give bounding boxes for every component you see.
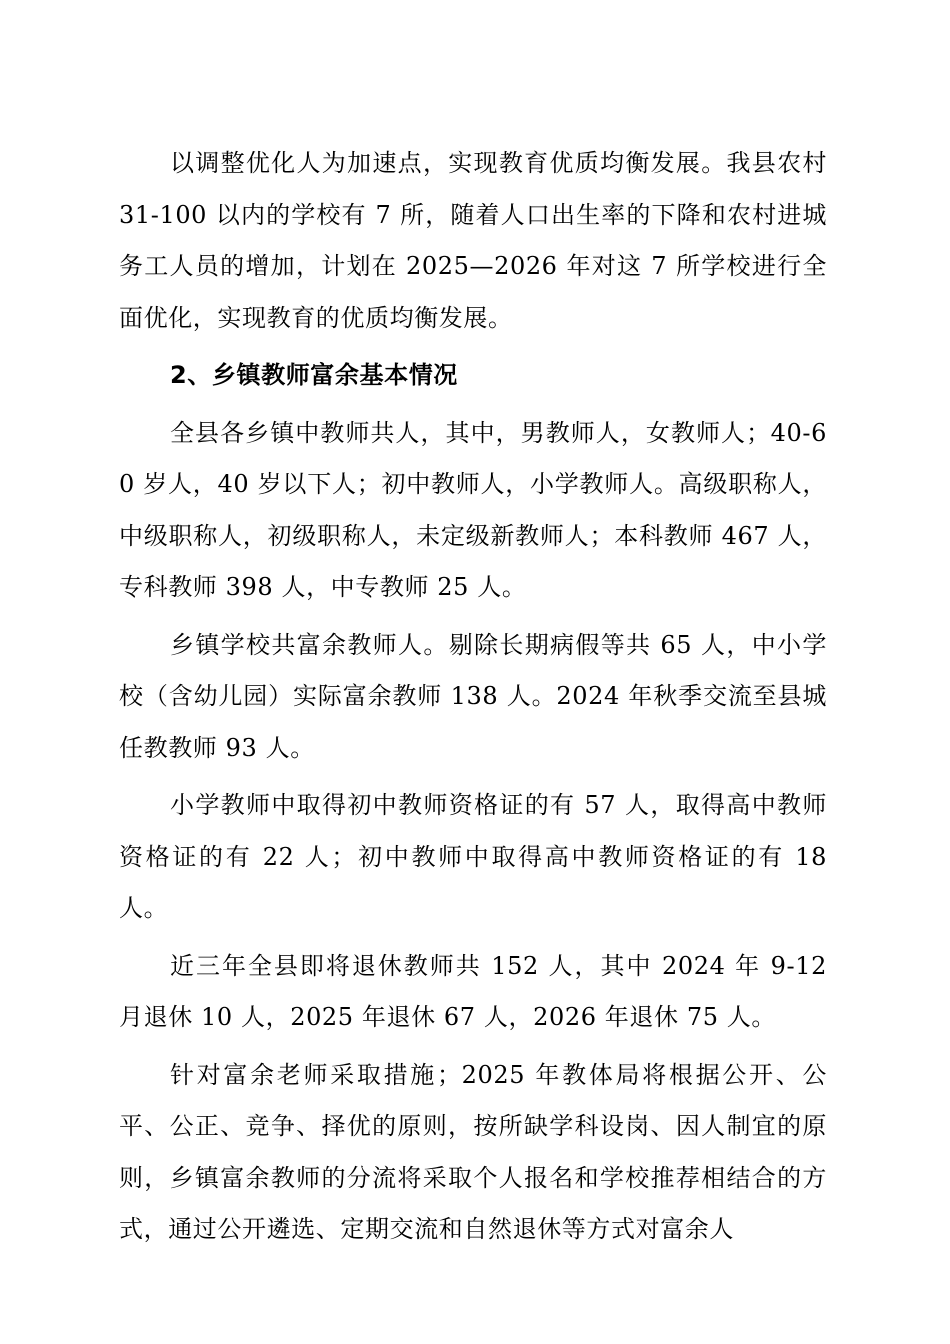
section-heading-teacher-surplus: 2、乡镇教师富余基本情况 xyxy=(170,361,458,389)
paragraph-teacher-stats: 全县各乡镇中教师共人，其中，男教师人，女教师人；40-60 岁人，40 岁以下人；初中教师人，小学教师人。高级职称人，中级职称人，初级职称人，未定级新教师人；本科教师 467 人，专科教师 398 人，中专教师 25 人。 xyxy=(119,418,827,601)
paragraph-measures: 针对富余老师采取措施；2025 年教体局将根据公开、公平、公正、竞争、择优的原则，按所缺学科设岗、因人制宜的原则，乡镇富余教师的分流将采取个人报名和学校推荐相结合的方式，通过公开遴选、定期交流和自然退休等方式对富余人 xyxy=(119,1060,827,1243)
paragraph-qualifications: 小学教师中取得初中教师资格证的有 57 人，取得高中教师资格证的有 22 人；初中教师中取得高中教师资格证的有 18 人。 xyxy=(119,791,827,922)
paragraph-retirement: 近三年全县即将退休教师共 152 人，其中 2024 年 9-12 月退休 10 人，2025 年退休 67 人，2026 年退休 75 人。 xyxy=(119,951,827,1031)
document-body xyxy=(119,138,827,1256)
paragraph-optimization: 以调整优化人为加速点，实现教育优质均衡发展。我县农村 31-100 以内的学校有 7 所，随着人口出生率的下降和农村进城务工人员的增加，计划在 2025—2026 年对这 7 所学校进行全面优化，实现教育的优质均衡发展。 xyxy=(119,149,827,332)
paragraph-surplus-teachers: 乡镇学校共富余教师人。剔除长期病假等共 65 人，中小学校（含幼儿园）实际富余教师 138 人。2024 年秋季交流至县城任教教师 93 人。 xyxy=(119,630,827,762)
